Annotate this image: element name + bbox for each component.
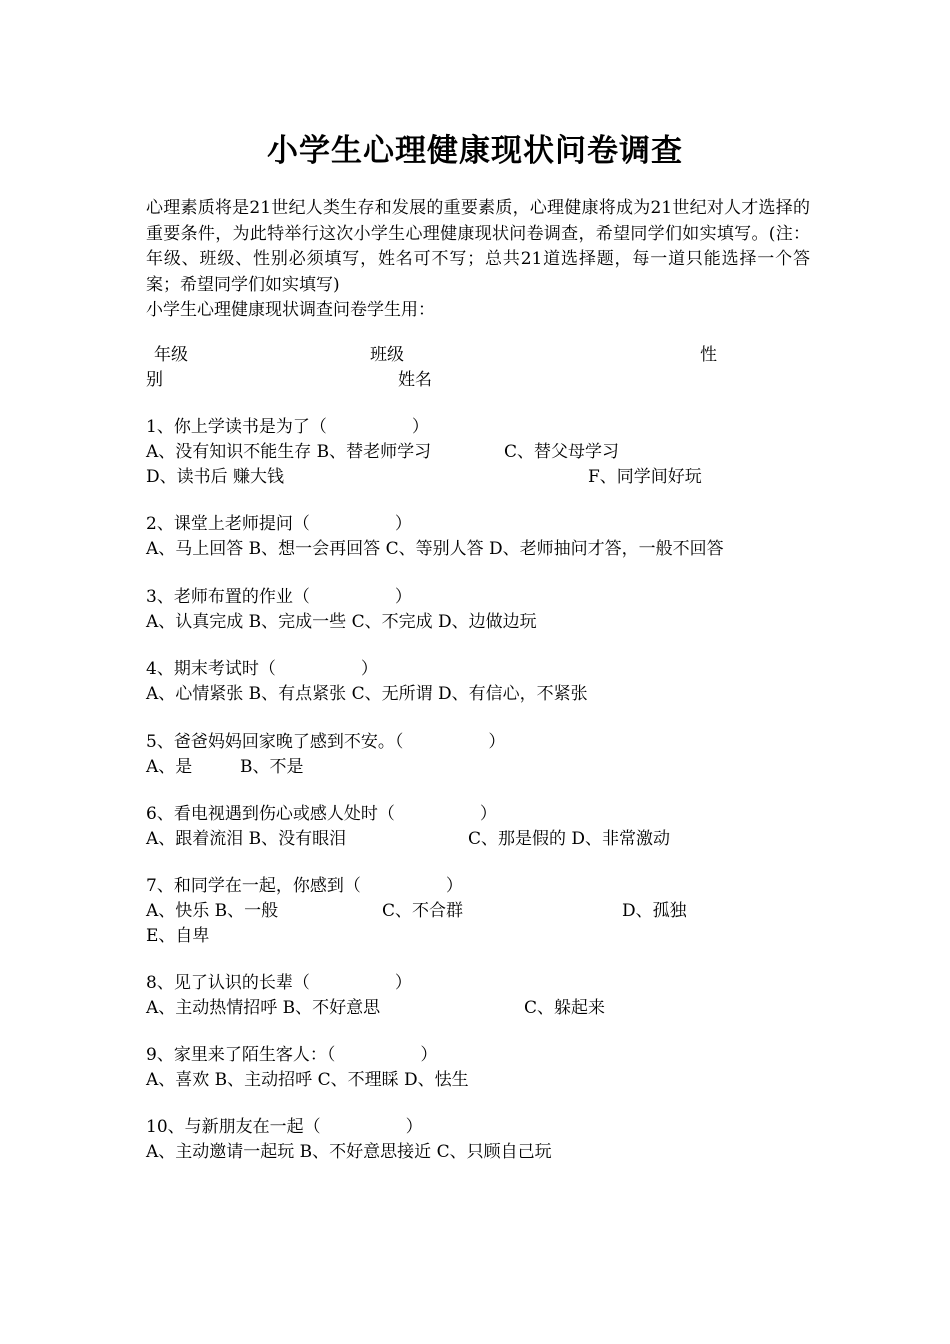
option-group: A、快乐 B、一般	[146, 901, 279, 921]
question-1: 1、你上学读书是为了（ ）	[146, 417, 429, 437]
option-group: C、替父母学习	[504, 442, 620, 462]
question-5: 5、爸爸妈妈回家晚了感到不安。（ ）	[146, 732, 506, 752]
grade-label: 年级	[154, 345, 188, 365]
intro-paragraph: 心理素质将是21世纪人类生存和发展的重要素质，心理健康将成为21世纪对人才选择的重要条件，为此特举行这次小学生心理健康现状问卷调查，希望同学们如实填写。(注：年级、班级、性别必须填写，姓名可不写；总共21道选择题，每一道只能选择一个答案；希望同学们如实填写)	[146, 198, 810, 295]
option-group: A、马上回答 B、想一会再回答 C、等别人答 D、老师抽问才答，一般不回答	[146, 539, 724, 559]
intro-subtitle: 小学生心理健康现状调查问卷学生用：	[146, 300, 435, 320]
question-2-options	[146, 537, 826, 562]
question-8-options	[146, 996, 826, 1021]
option-group: A、认真完成 B、完成一些 C、不完成 D、边做边玩	[146, 612, 537, 632]
question-2: 2、课堂上老师提问（ ）	[146, 514, 412, 534]
info-fields-row-2	[146, 368, 826, 393]
question-4-options	[146, 682, 826, 707]
gender-label-part2: 别	[146, 370, 163, 390]
option-group: A、跟着流泪 B、没有眼泪	[146, 829, 347, 849]
question-1-options-row-2	[146, 465, 826, 490]
question-7-options-row-2	[146, 924, 826, 949]
question-6: 6、看电视遇到伤心或感人处时（ ）	[146, 804, 497, 824]
page-title: 小学生心理健康现状问卷调查	[267, 133, 683, 169]
question-9: 9、家里来了陌生客人：（ ）	[146, 1045, 438, 1065]
question-6-options	[146, 827, 826, 852]
option-group: A、没有知识不能生存 B、替老师学习	[146, 442, 432, 462]
option-group: A、是	[146, 757, 193, 777]
option-group: F、同学间好玩	[588, 467, 702, 487]
question-5-options	[146, 755, 826, 780]
question-3: 3、老师布置的作业（ ）	[146, 587, 412, 607]
intro-section	[146, 196, 810, 324]
question-7-options-row-1	[146, 899, 826, 924]
option-group: A、主动热情招呼 B、不好意思	[146, 998, 381, 1018]
question-1-options-row-1	[146, 440, 826, 465]
question-10-options	[146, 1140, 826, 1165]
question-4: 4、期末考试时（ ）	[146, 659, 378, 679]
option-group: B、不是	[240, 757, 304, 777]
gender-label-part1: 性	[700, 345, 717, 365]
option-group: A、喜欢 B、主动招呼 C、不理睬 D、怯生	[146, 1070, 469, 1090]
name-label: 姓名	[398, 370, 432, 390]
question-3-options	[146, 610, 826, 635]
option-group: D、孤独	[622, 901, 687, 921]
question-8: 8、见了认识的长辈（ ）	[146, 973, 412, 993]
question-10: 10、与新朋友在一起（ ）	[146, 1117, 423, 1137]
option-group: E、自卑	[146, 926, 210, 946]
option-group: C、那是假的 D、非常激动	[468, 829, 671, 849]
class-label: 班级	[370, 345, 404, 365]
option-group: A、主动邀请一起玩 B、不好意思接近 C、只顾自己玩	[146, 1142, 552, 1162]
option-group: A、心情紧张 B、有点紧张 C、无所谓 D、有信心，不紧张	[146, 684, 588, 704]
question-9-options	[146, 1068, 826, 1093]
question-7: 7、和同学在一起，你感到（ ）	[146, 876, 463, 896]
option-group: C、不合群	[382, 901, 464, 921]
option-group: C、躲起来	[524, 998, 606, 1018]
info-fields-row-1	[146, 343, 826, 368]
option-group: D、读书后 赚大钱	[146, 467, 285, 487]
